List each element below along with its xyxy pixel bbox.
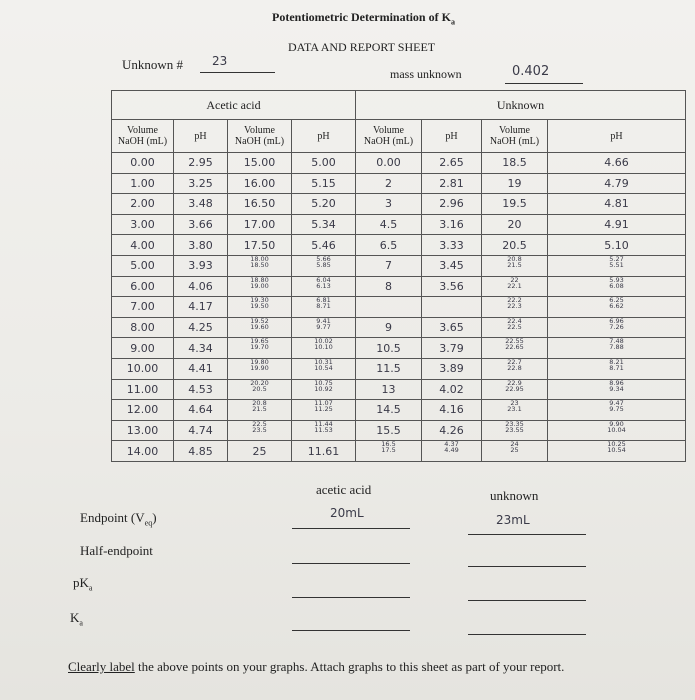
mass-unknown-label: mass unknown — [390, 67, 462, 81]
unknown-ph-cell-2: 6.96 7.26 — [548, 317, 686, 338]
pka-acetic-line — [292, 597, 410, 598]
acetic-ph-cell-2: 11.61 — [292, 441, 356, 462]
column-header: Volume NaOH (mL) — [482, 120, 548, 153]
mass-unknown-line — [505, 83, 583, 84]
unknown-ph-cell: 2.65 — [422, 153, 482, 174]
unknown-ph-cell: 4.37 4.49 — [422, 441, 482, 462]
unknown-ph-cell: 2.96 — [422, 194, 482, 215]
unknown-ph-cell: 3.56 — [422, 276, 482, 297]
table-row — [112, 358, 686, 379]
unknown-ph-cell-2: 9.47 9.75 — [548, 400, 686, 421]
acetic-ph-cell-2: 5.00 — [292, 153, 356, 174]
unknown-ph-cell-2: 4.66 — [548, 153, 686, 174]
graph-instruction: Clearly label the above points on your graphs. Attach graphs to this sheet as part of your report. — [68, 659, 565, 674]
mass-unknown-value: 0.402 — [512, 64, 550, 79]
acetic-volume-cell: 2.00 — [112, 194, 174, 215]
unknown-volume-cell-2: 22.55 22.65 — [482, 338, 548, 359]
unknown-volume-cell-2: 24 25 — [482, 441, 548, 462]
acetic-volume-cell-2: 25 — [228, 441, 292, 462]
sheet-title: Potentiometric Determination of $K_a$ — [272, 10, 455, 27]
acetic-ph-cell: 4.25 — [174, 317, 228, 338]
unknown-volume-cell: 4.5 — [356, 214, 422, 235]
unknown-volume-cell-2: 20 — [482, 214, 548, 235]
acetic-ph-cell-2: 10.02 10.10 — [292, 338, 356, 359]
acetic-volume-cell: 14.00 — [112, 441, 174, 462]
unknown-ph-cell-2: 4.79 — [548, 173, 686, 194]
acetic-volume-cell-2: 16.00 — [228, 173, 292, 194]
acetic-volume-cell: 10.00 — [112, 358, 174, 379]
ka-unknown-line — [468, 634, 586, 635]
acetic-volume-cell-2: 17.00 — [228, 214, 292, 235]
unknown-volume-cell-2: 22.2 22.3 — [482, 297, 548, 318]
unknown-ph-cell-2: 8.21 8.71 — [548, 358, 686, 379]
acetic-ph-cell-2: 5.66 5.85 — [292, 255, 356, 276]
acetic-volume-cell-2: 19.30 19.50 — [228, 297, 292, 318]
unknown-volume-cell-2: 19 — [482, 173, 548, 194]
acetic-volume-cell-2: 20.8 21.5 — [228, 400, 292, 421]
table-row — [112, 235, 686, 256]
table-row — [112, 276, 686, 297]
unknown-volume-cell: 11.5 — [356, 358, 422, 379]
pka-label: $pK_a$ — [73, 575, 93, 593]
unknown-ph-cell: 3.65 — [422, 317, 482, 338]
acetic-ph-cell-2: 5.15 — [292, 173, 356, 194]
endpoint-unknown-line — [468, 534, 586, 535]
acetic-ph-cell: 4.17 — [174, 297, 228, 318]
table-row — [112, 255, 686, 276]
column-header: pH — [422, 120, 482, 153]
unknown-ph-cell-2: 4.81 — [548, 194, 686, 215]
unknown-volume-cell: 3 — [356, 194, 422, 215]
unknown-volume-cell: 6.5 — [356, 235, 422, 256]
group-header-row — [112, 91, 686, 120]
acetic-volume-cell-2: 19.80 19.90 — [228, 358, 292, 379]
acetic-volume-cell-2: 19.65 19.70 — [228, 338, 292, 359]
acetic-volume-cell: 12.00 — [112, 400, 174, 421]
unknown-volume-cell-2: 23 23.1 — [482, 400, 548, 421]
table-row — [112, 153, 686, 174]
ka-label: $K_a$ — [70, 610, 83, 628]
unknown-volume-cell: 7 — [356, 255, 422, 276]
unknown-ph-cell: 3.33 — [422, 235, 482, 256]
ka-acetic-line — [292, 630, 410, 631]
acetic-ph-cell: 4.74 — [174, 420, 228, 441]
endpoint-label: Endpoint $(V_{eq})$ — [80, 510, 157, 528]
acetic-ph-cell-2: 6.81 8.71 — [292, 297, 356, 318]
acetic-ph-cell-2: 5.34 — [292, 214, 356, 235]
acetic-ph-cell-2: 6.04 6.13 — [292, 276, 356, 297]
endpoint-unknown-value: 23mL — [496, 513, 530, 527]
unknown-volume-cell: 10.5 — [356, 338, 422, 359]
table-row — [112, 173, 686, 194]
table-row — [112, 400, 686, 421]
table-row — [112, 194, 686, 215]
unknown-volume-cell-2: 19.5 — [482, 194, 548, 215]
half-endpoint-acetic-line — [292, 563, 410, 564]
unknown-number-value: 23 — [212, 54, 228, 68]
unknown-volume-cell-2: 20.5 — [482, 235, 548, 256]
table-row — [112, 379, 686, 400]
table-body — [112, 153, 686, 462]
unknown-ph-cell: 3.16 — [422, 214, 482, 235]
acetic-volume-cell: 6.00 — [112, 276, 174, 297]
acetic-ph-cell: 4.53 — [174, 379, 228, 400]
table-row — [112, 338, 686, 359]
acetic-ph-cell: 3.93 — [174, 255, 228, 276]
unknown-ph-cell: 3.45 — [422, 255, 482, 276]
unknown-ph-cell: 4.16 — [422, 400, 482, 421]
unknown-volume-cell: 16.5 17.5 — [356, 441, 422, 462]
unknown-volume-cell-2: 18.5 — [482, 153, 548, 174]
acetic-volume-cell: 3.00 — [112, 214, 174, 235]
unknown-volume-cell: 8 — [356, 276, 422, 297]
pka-unknown-line — [468, 600, 586, 601]
endpoint-acetic-line — [292, 528, 410, 529]
unknown-ph-cell: 4.26 — [422, 420, 482, 441]
unknown-volume-cell: 9 — [356, 317, 422, 338]
unknown-ph-cell-2: 9.90 10.04 — [548, 420, 686, 441]
sheet-subtitle: DATA AND REPORT SHEET — [288, 40, 436, 54]
acetic-volume-cell: 5.00 — [112, 255, 174, 276]
acetic-volume-cell-2: 20.20 20.5 — [228, 379, 292, 400]
unknown-volume-cell: 14.5 — [356, 400, 422, 421]
acetic-volume-cell: 1.00 — [112, 173, 174, 194]
table-row — [112, 441, 686, 462]
acetic-ph-cell: 3.48 — [174, 194, 228, 215]
unknown-volume-cell-2: 22.9 22.95 — [482, 379, 548, 400]
unknown-ph-cell-2: 8.96 9.34 — [548, 379, 686, 400]
unknown-volume-cell-2: 23.35 23.55 — [482, 420, 548, 441]
acetic-volume-cell: 4.00 — [112, 235, 174, 256]
unknown-ph-cell: 3.89 — [422, 358, 482, 379]
acetic-volume-cell-2: 22.5 23.5 — [228, 420, 292, 441]
unknown-ph-cell-2: 5.10 — [548, 235, 686, 256]
unknown-volume-cell-2: 20.8 21.5 — [482, 255, 548, 276]
acetic-acid-group-header: Acetic acid — [112, 91, 356, 120]
acetic-volume-cell-2: 16.50 — [228, 194, 292, 215]
titration-data-table — [111, 90, 686, 462]
acetic-acid-summary-header: acetic acid — [316, 482, 372, 497]
unknown-ph-cell-2: 4.91 — [548, 214, 686, 235]
unknown-ph-cell-2: 7.48 7.88 — [548, 338, 686, 359]
acetic-ph-cell: 3.66 — [174, 214, 228, 235]
half-endpoint-label: Half-endpoint — [80, 543, 153, 558]
acetic-volume-cell: 0.00 — [112, 153, 174, 174]
unknown-volume-cell: 2 — [356, 173, 422, 194]
acetic-ph-cell: 4.06 — [174, 276, 228, 297]
acetic-ph-cell: 3.25 — [174, 173, 228, 194]
acetic-volume-cell: 9.00 — [112, 338, 174, 359]
unknown-ph-cell: 4.02 — [422, 379, 482, 400]
unknown-ph-cell: 3.79 — [422, 338, 482, 359]
acetic-ph-cell-2: 11.44 11.53 — [292, 420, 356, 441]
unknown-ph-cell — [422, 297, 482, 318]
table-row — [112, 214, 686, 235]
unknown-ph-cell-2: 5.93 6.08 — [548, 276, 686, 297]
unknown-ph-cell-2: 5.27 5.51 — [548, 255, 686, 276]
acetic-volume-cell: 7.00 — [112, 297, 174, 318]
unknown-ph-cell-2: 10.25 10.54 — [548, 441, 686, 462]
acetic-volume-cell: 11.00 — [112, 379, 174, 400]
column-header: Volume NaOH (mL) — [112, 120, 174, 153]
unknown-volume-cell-2: 22 22.1 — [482, 276, 548, 297]
unknown-volume-cell-2: 22.4 22.5 — [482, 317, 548, 338]
acetic-volume-cell: 13.00 — [112, 420, 174, 441]
unknown-volume-cell — [356, 297, 422, 318]
column-header: Volume NaOH (mL) — [228, 120, 292, 153]
table-row — [112, 317, 686, 338]
column-header: pH — [292, 120, 356, 153]
unknown-number-label: Unknown # — [122, 57, 184, 72]
table-row — [112, 420, 686, 441]
acetic-ph-cell-2: 10.75 10.92 — [292, 379, 356, 400]
unknown-ph-cell: 2.81 — [422, 173, 482, 194]
acetic-ph-cell-2: 9.41 9.77 — [292, 317, 356, 338]
acetic-volume-cell: 8.00 — [112, 317, 174, 338]
unknown-volume-cell: 15.5 — [356, 420, 422, 441]
column-header: pH — [174, 120, 228, 153]
acetic-ph-cell: 4.34 — [174, 338, 228, 359]
acetic-volume-cell-2: 18.00 18.50 — [228, 255, 292, 276]
column-header: pH — [548, 120, 686, 153]
endpoint-acetic-value: 20mL — [330, 506, 364, 520]
acetic-ph-cell: 4.64 — [174, 400, 228, 421]
acetic-ph-cell-2: 11.07 11.25 — [292, 400, 356, 421]
acetic-volume-cell-2: 17.50 — [228, 235, 292, 256]
acetic-ph-cell: 4.41 — [174, 358, 228, 379]
acetic-volume-cell-2: 19.52 19.60 — [228, 317, 292, 338]
unknown-volume-cell: 0.00 — [356, 153, 422, 174]
unknown-number-line — [200, 72, 275, 73]
unknown-volume-cell: 13 — [356, 379, 422, 400]
column-header-row — [112, 120, 686, 153]
acetic-ph-cell-2: 5.46 — [292, 235, 356, 256]
unknown-group-header: Unknown — [356, 91, 686, 120]
acetic-volume-cell-2: 15.00 — [228, 153, 292, 174]
table-row — [112, 297, 686, 318]
acetic-ph-cell: 3.80 — [174, 235, 228, 256]
unknown-volume-cell-2: 22.7 22.8 — [482, 358, 548, 379]
column-header: Volume NaOH (mL) — [356, 120, 422, 153]
half-endpoint-unknown-line — [468, 566, 586, 567]
unknown-ph-cell-2: 6.25 6.62 — [548, 297, 686, 318]
unknown-summary-header: unknown — [490, 488, 539, 503]
acetic-ph-cell: 4.85 — [174, 441, 228, 462]
acetic-ph-cell-2: 10.31 10.54 — [292, 358, 356, 379]
acetic-ph-cell: 2.95 — [174, 153, 228, 174]
acetic-ph-cell-2: 5.20 — [292, 194, 356, 215]
acetic-volume-cell-2: 18.80 19.00 — [228, 276, 292, 297]
